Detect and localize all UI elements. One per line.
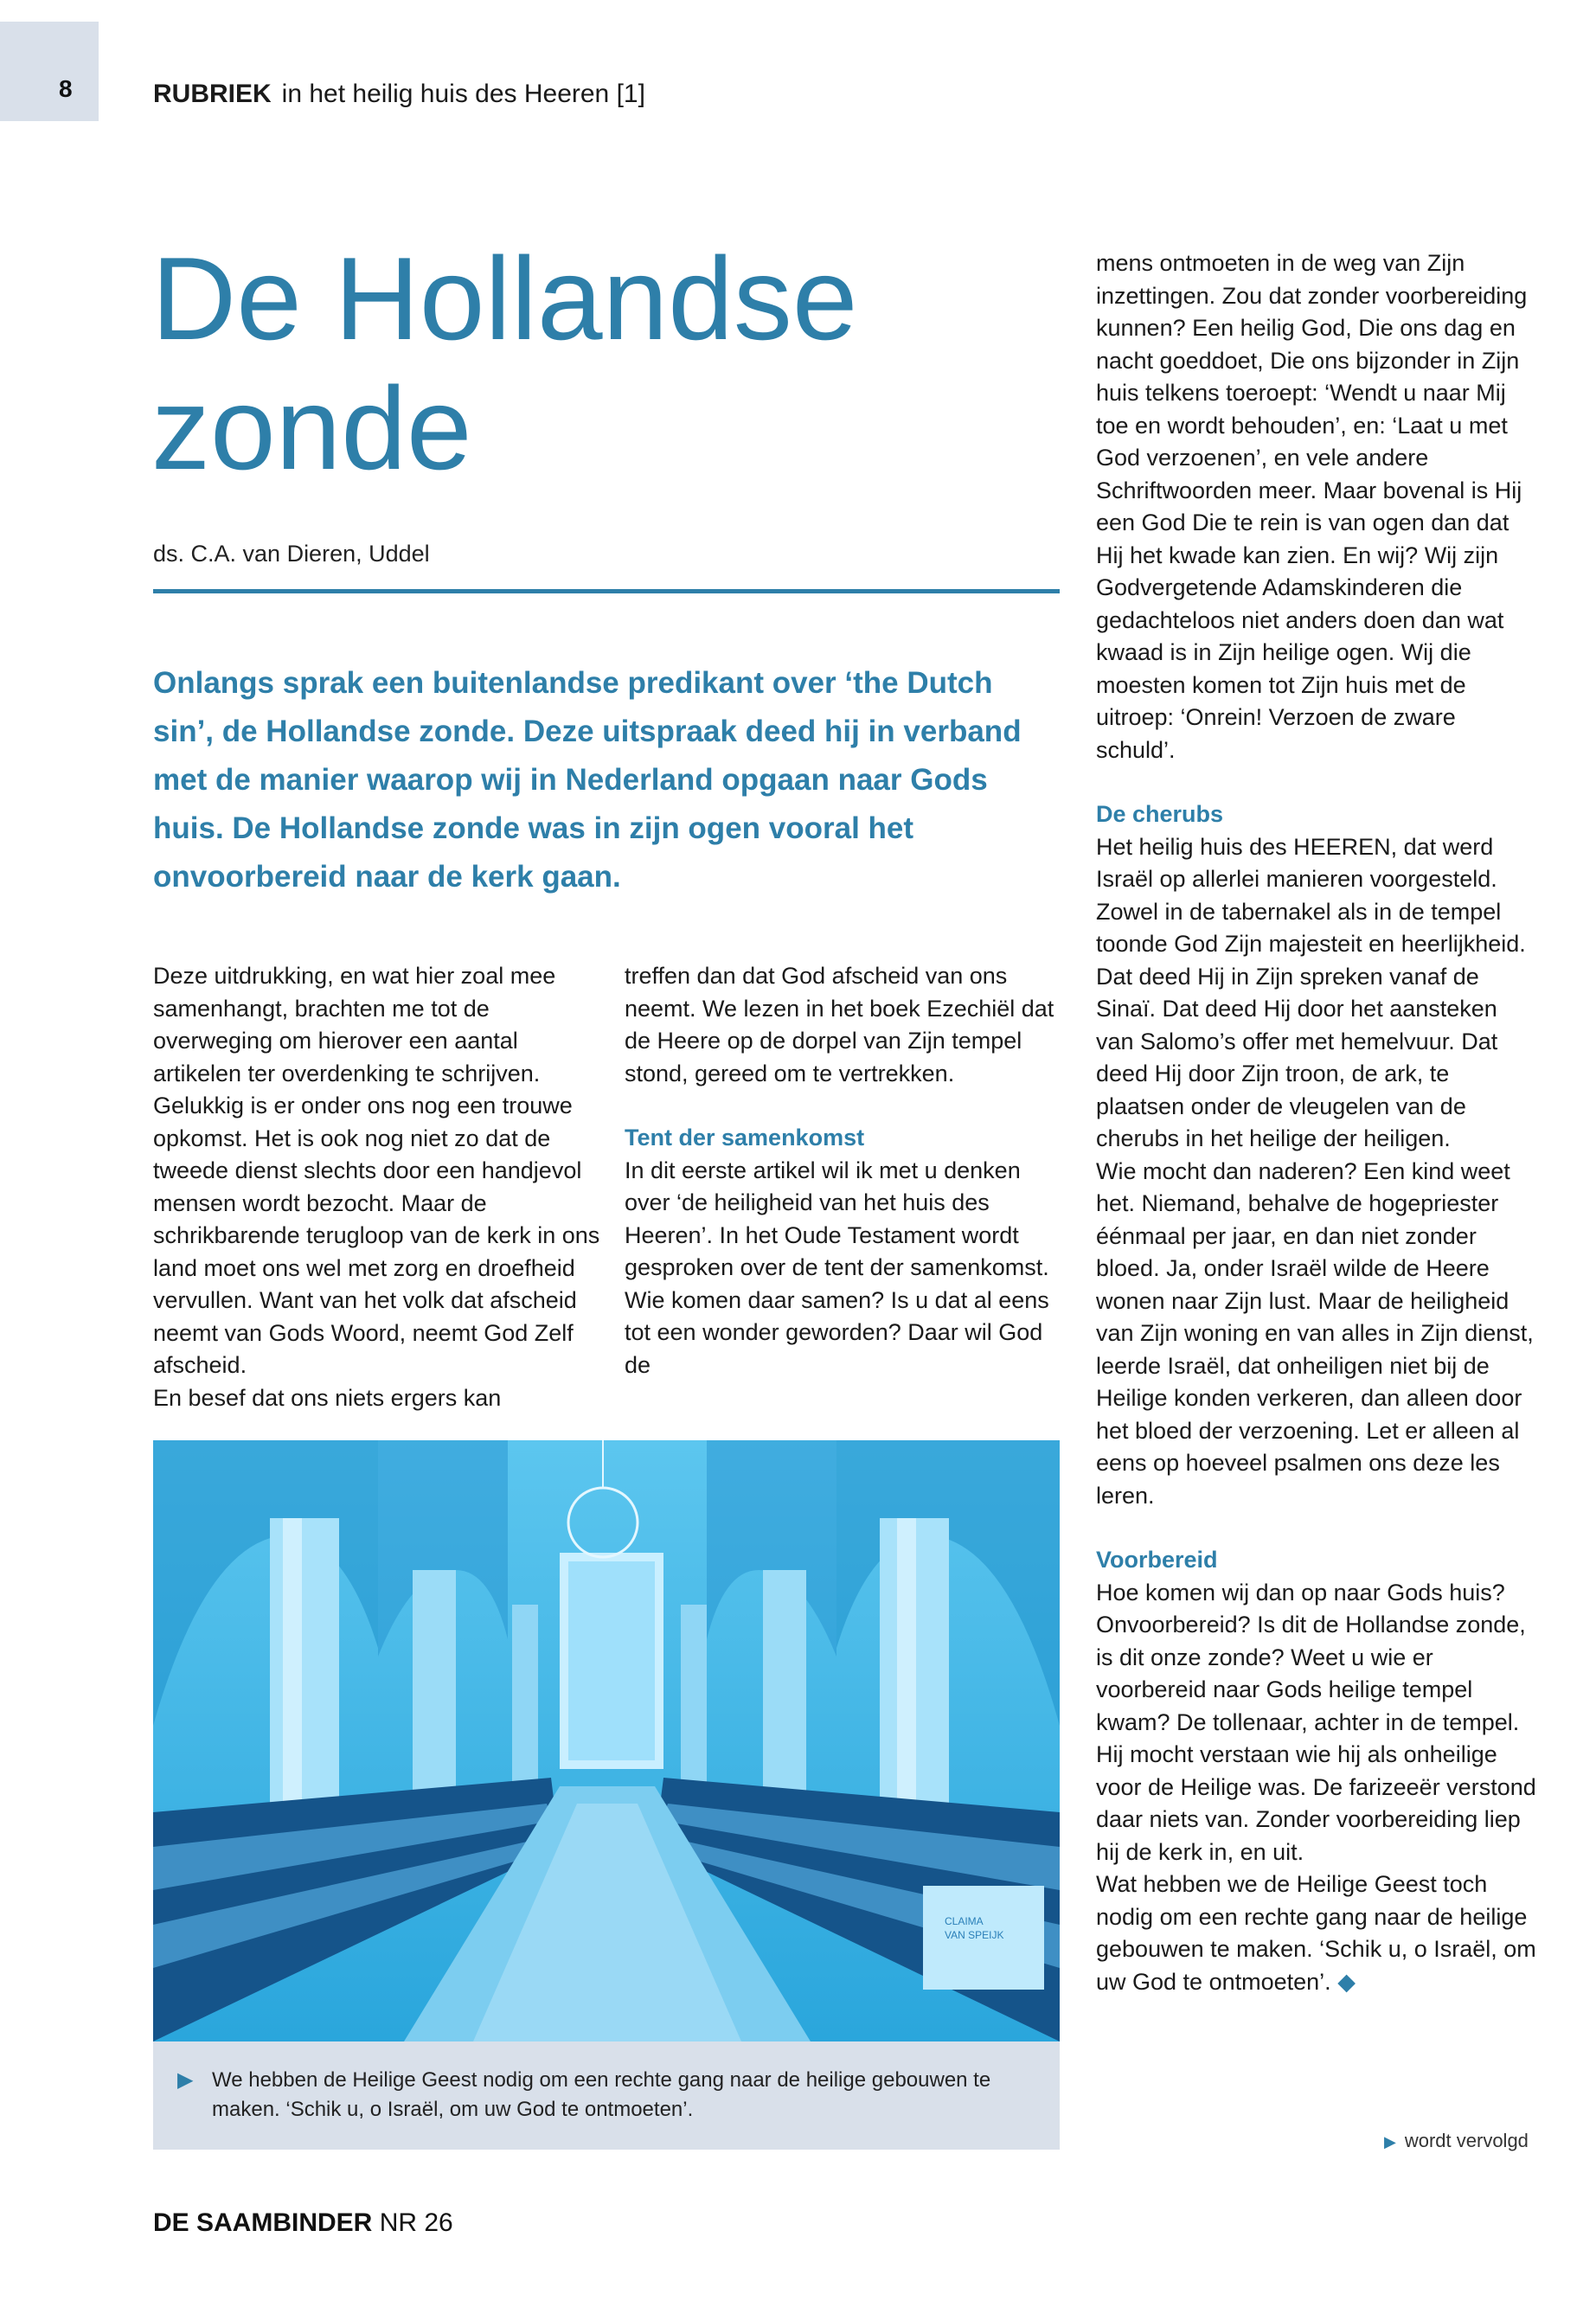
body-paragraph: treffen dan dat God afscheid van ons neemt. We lezen in het boek Ezechiël dat de Heere op de dorpel van Zijn tempel stond, gereed om te vertrekken. — [625, 963, 1054, 1086]
body-paragraph: mens ontmoeten in de weg van Zijn inzettingen. Zou dat zonder voorbereiding kunnen? Een heilig God, Die ons dag en nacht goeddoet, Die ons bijzonder in Zijn huis telkens toeroept: ‘Wendt u naar Mij toe en wordt behouden’, en: ‘Laat u met God verzoenen’, en vele andere Schriftwoorden meer. Maar bovenal is Hij een God Die te rein is van ogen dan dat Hij het kwade kan zien. En wij? Wij zijn Godvergetende Adamskinderen die gedachteloos niet anders doen dan wat kwaad is in Zijn heilige ogen. Wij die moesten komen tot Zijn huis met de uitroep: ‘Onrein! Verzoen de zware schuld’. — [1096, 250, 1528, 763]
body-paragraph: Deze uitdrukking, en wat hier zoal mee samenhangt, brachten me tot de overweging om hierover een aantal artikelen ter overdenking te schrijven. Gelukkig is er onder ons nog een trouwe opkomst. Het is ook nog niet zo dat de tweede dienst slechts door een handjevol mensen wordt bezocht. Maar de schrikbarende terugloop van de kerk in ons land moet ons wel met zorg en droefheid vervullen. Want van het volk dat afscheid neemt van Gods Woord, neemt God Zelf afscheid. — [153, 963, 600, 1378]
body-paragraph — [1096, 1868, 1537, 1998]
body-column-2 — [625, 960, 1057, 1381]
series-title: in het heilig huis des Heeren [1] — [281, 80, 645, 108]
title-line-2: zonde — [151, 362, 472, 494]
footer — [153, 2208, 453, 2238]
caption-triangle-icon: ▶ — [177, 2068, 194, 2092]
subheading-tent: Tent der samenkomst — [625, 1125, 865, 1150]
article-title — [151, 234, 1034, 493]
section-label: RUBRIEK — [153, 80, 272, 108]
title-line-1: De Hollandse — [151, 233, 858, 364]
photo-caption — [153, 2041, 1060, 2150]
body-paragraph: En besef dat ons niets ergers kan — [153, 1384, 502, 1411]
end-diamond-icon: ◆ — [1337, 1968, 1356, 1995]
body-paragraph: Hoe komen wij dan op naar Gods huis? Onvoorbereid? Is dit de Hollandse zonde, is dit onze zonde? Weet u wie er voorbereid naar Gods heilige tempel kwam? De tollenaar, achter in de tempel. Hij mocht verstaan wie hij als onheilige voor de Heilige was. De farizeeër verstond daar niets van. Zonder voorbereiding liep hij de kerk in, en uit. — [1096, 1579, 1536, 1865]
issue-number: NR 26 — [379, 2208, 453, 2237]
sign-text-line-2: VAN SPEIJK — [945, 1929, 1004, 1941]
subheading-voorbereid: Voorbereid — [1096, 1547, 1218, 1573]
continued-text: wordt vervolgd — [1404, 2130, 1529, 2151]
body-paragraph: Wie mocht dan naderen? Een kind weet het. Niemand, behalve de hogepriester éénmaal per jaar, en dan niet zonder bloed. Ja, onder Israël wilde de Heere wonen naar Zijn lust. Maar de heiligheid van Zijn woning en van alles in Zijn dienst, leerde Israël, dat onheiligen niet bij de Heilige konden verkeren, dan alleen door het bloed der verzoening. Let er alleen al eens op hoeveel psalmen ons deze les leren. — [1096, 1157, 1534, 1509]
page-number: 8 — [0, 22, 99, 121]
title-divider — [153, 589, 1060, 593]
running-header — [153, 80, 645, 109]
body-paragraph: In dit eerste artikel wil ik met u denken over ‘de heiligheid van het huis des Heeren’. In het Oude Testament wordt gesproken over de tent der samenkomst. Wie komen daar samen? Is u dat al eens tot een wonder geworden? Daar wil God de — [625, 1157, 1049, 1378]
intro-paragraph: Onlangs sprak een buitenlandse predikant over ‘the Dutch sin’, de Hollandse zonde. Deze uitspraak deed hij in verband met de manier waarop wij in Nederland opgaan naar Gods huis. De Hollandse zonde was in zijn ogen vooral het onvoorbereid naar de kerk gaan. — [153, 666, 1022, 894]
body-column-1 — [153, 960, 603, 1414]
body-paragraph: Het heilig huis des HEEREN, dat werd Israël op allerlei manieren voorgesteld. Zowel in de tabernakel als in de tempel toonde God Zijn majesteit en heerlijkheid. Dat deed Hij in Zijn spreken vanaf de Sinaï. Dat deed Hij door het aansteken van Salomo’s offer met hemelvuur. Dat deed Hij door Zijn troon, de ark, te plaatsen onder de vleugelen van de cherubs in het heilige der heiligen. — [1096, 833, 1526, 1151]
closing-text: Wat hebben we de Heilige Geest toch nodig om een rechte gang naar de heilige gebouwen te maken. ‘Schik u, o Israël, om uw God te ontmoeten’. — [1096, 1871, 1536, 1995]
continued-triangle-icon: ▶ — [1384, 2133, 1396, 2150]
caption-text: We hebben de Heilige Geest nodig om een rechte gang naar de heilige gebouwen te maken. ‘Schik u, o Israël, om uw God te ontmoeten’. — [212, 2068, 991, 2121]
magazine-name: DE SAAMBINDER — [153, 2208, 373, 2237]
body-column-3 — [1096, 247, 1537, 1998]
continued-note — [1384, 2130, 1529, 2152]
author-byline: ds. C.A. van Dieren, Uddel — [153, 541, 430, 567]
church-interior-photo — [153, 1440, 1060, 2041]
subheading-cherubs: De cherubs — [1096, 801, 1224, 827]
sign-text-line-1: CLAIMA — [945, 1915, 984, 1927]
